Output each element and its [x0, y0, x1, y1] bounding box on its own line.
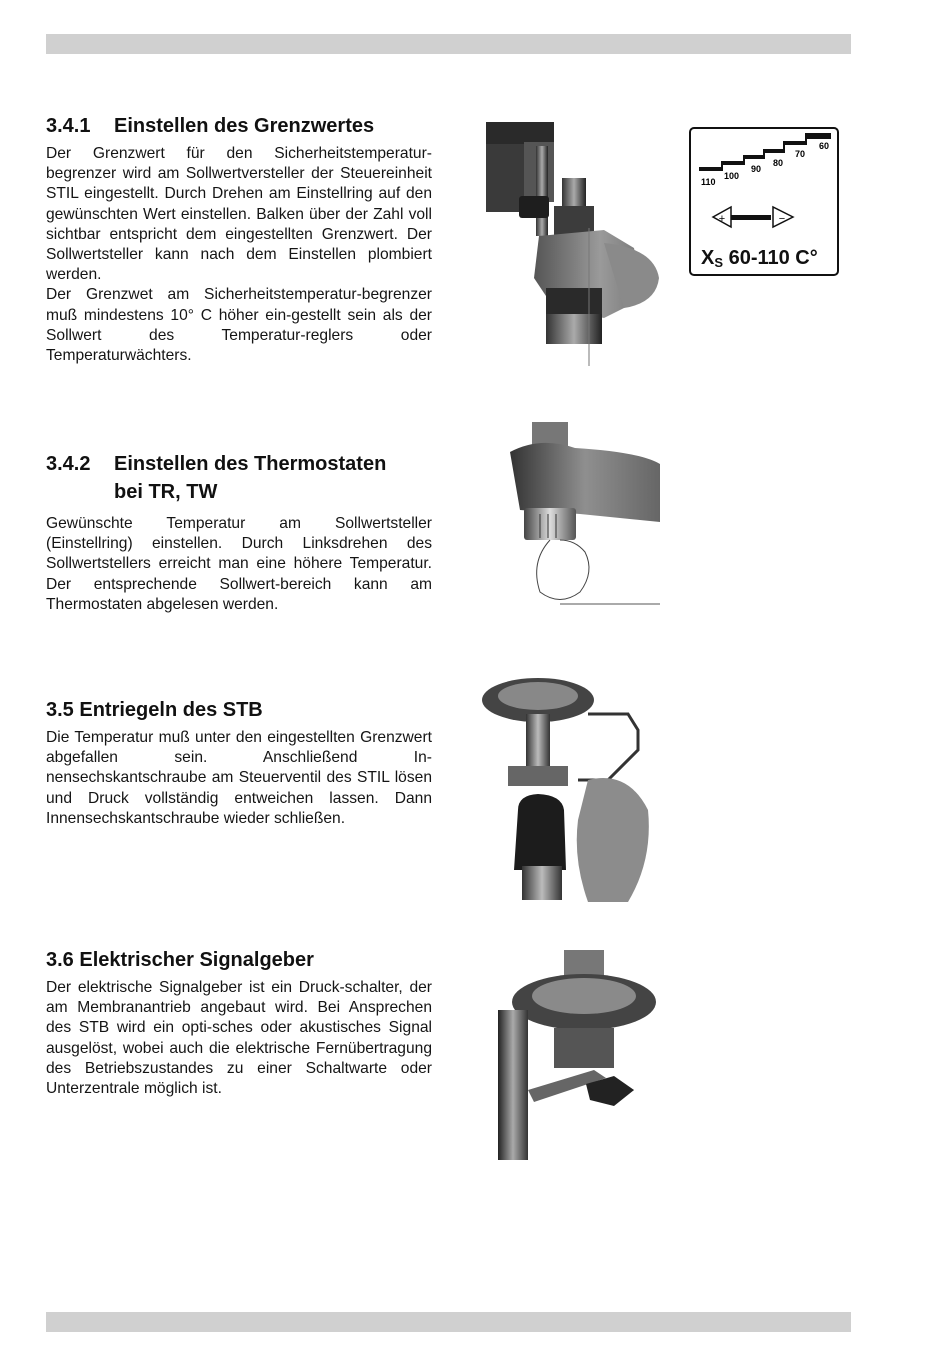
- section-3-5: [46, 696, 432, 829]
- section-title: Einstellen des Thermostaten: [114, 453, 387, 475]
- section-3-4-1: [46, 112, 432, 366]
- minus-sign: −: [778, 213, 786, 225]
- section-number: 3.6: [46, 949, 74, 971]
- section-title: Elektrischer Signalgeber: [79, 949, 314, 971]
- section-paragraph: Der Grenzwert für den Sicherheitstemperatur-begrenzer wird am Sollwertversteller der Steuereinheit STIL eingestellt. Durch Drehen am Einstellring auf den gewünschten Wert einstellen. Balken über der Zahl voll sichtbar entspricht dem eingestellten Grenzwert. Der Sollwertsteller kann nach dem Einstellen plombiert werden.: [46, 145, 432, 284]
- footer-bar: [46, 1312, 851, 1332]
- scale-tick: 60: [819, 141, 830, 151]
- xs-subscript: S: [714, 255, 724, 270]
- section-3-6: [46, 946, 432, 1099]
- section-paragraph: Der elektrische Signalgeber ist ein Druck-schalter, der am Membranantrieb angebaut wird. Bei Ansprechen des STB wird ein opti-sches oder akustisches Signal ausgelöst, wobei auch die elektrische Fernübertragung des Betriebszustandes zu einer Schaltwarte oder Unterzentrale möglich ist.: [46, 979, 432, 1098]
- section-title: Einstellen des Grenzwertes: [114, 115, 375, 137]
- stb-unlock-photo: [478, 670, 663, 905]
- scale-steps: [691, 129, 837, 249]
- xs-symbol: X: [701, 247, 715, 269]
- section-heading: [46, 112, 432, 140]
- scale-tick: 100: [724, 171, 740, 181]
- section-paragraph: Gewünschte Temperatur am Sollwertsteller (Einstellring) einstellen. Durch Linksdrehen des Sollwertstellers erreicht man eine höhere Temperatur. Der entsprechende Sollwert-bereich kann am Thermostaten abgelesen werden.: [46, 515, 432, 613]
- section-paragraph: Die Temperatur muß unter den eingestellten Grenzwert abgefallen sein. Anschließend In-nensechskantschraube am Steuerventil des STIL lösen und Druck vollständig entweichen lassen. Dann Innensechskantschraube wieder schließen.: [46, 729, 432, 827]
- scale-tick: 80: [773, 158, 784, 168]
- section-3-4-2: [46, 450, 432, 615]
- range-value: 60-110 C°: [728, 247, 818, 269]
- section-title: Entriegeln des STB: [79, 699, 263, 721]
- section-heading: [46, 946, 432, 974]
- plus-sign: +: [718, 213, 726, 225]
- scale-tick: 70: [795, 149, 806, 159]
- section-title-line2: bei TR, TW: [114, 481, 218, 503]
- section-paragraph: Der Grenzwet am Sicherheitstemperatur-begrenzer muß mindestens 10° C höher ein-gestellt sein als der Sollwert des Temperatur-reglers oder Temperaturwächters.: [46, 286, 432, 365]
- section-heading: [46, 450, 432, 506]
- section-number: 3.4.2: [46, 453, 91, 475]
- section-number: 3.5: [46, 699, 74, 721]
- temperature-scale-diagram: [689, 127, 839, 276]
- section-number: 3.4.1: [46, 115, 91, 137]
- signal-transmitter-photo: [494, 950, 664, 1165]
- scale-range-label: [701, 247, 818, 270]
- scale-tick: 110: [701, 177, 716, 187]
- section-heading: [46, 696, 432, 724]
- scale-tick: 90: [751, 164, 762, 174]
- header-bar: [46, 34, 851, 54]
- direction-arrow-icon: [713, 207, 793, 227]
- thermostat-photo: [500, 422, 665, 608]
- stil-adjuster-photo: [484, 118, 674, 368]
